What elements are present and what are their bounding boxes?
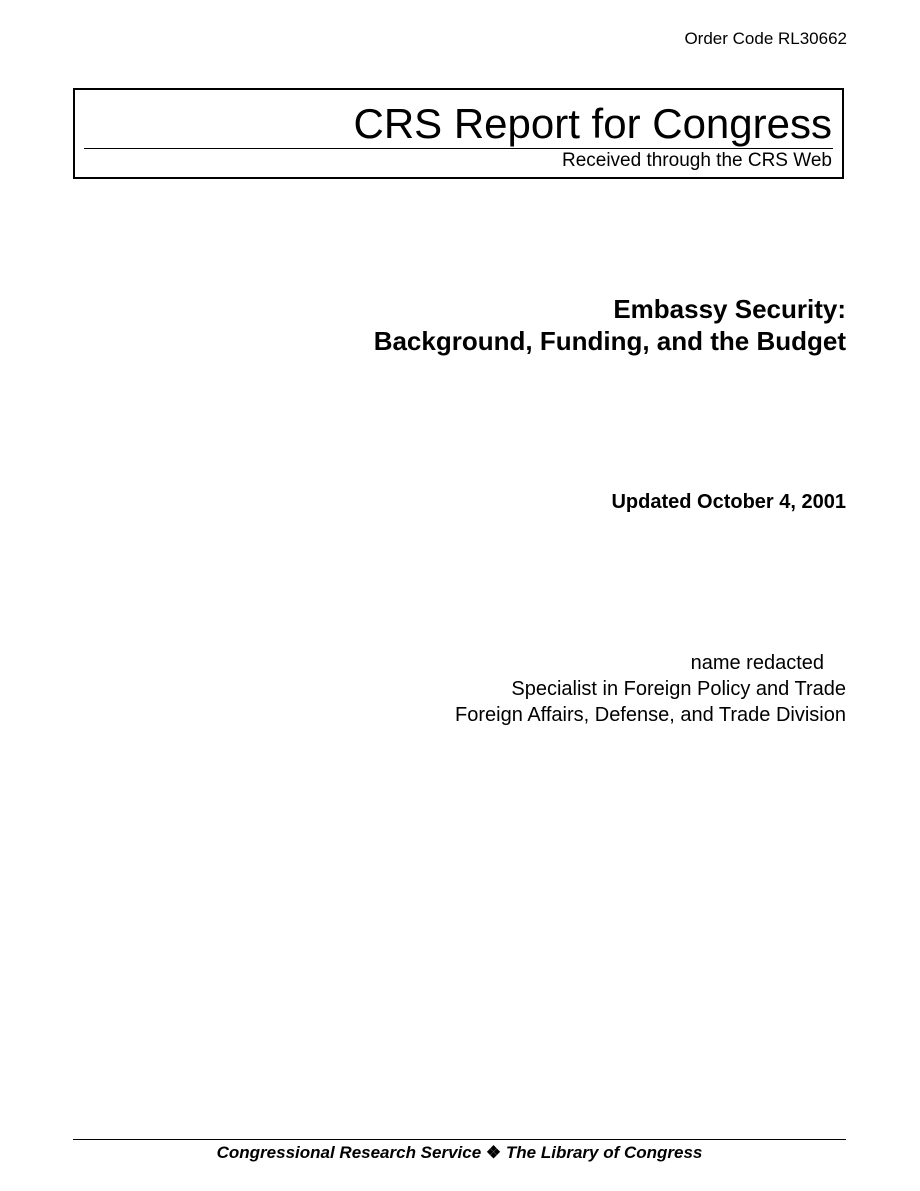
order-code: Order Code RL30662: [684, 29, 847, 48]
diamond-separator-icon: ❖: [485, 1143, 502, 1162]
author-block: [455, 650, 846, 728]
document-title: [374, 293, 846, 357]
footer-rule: [73, 1139, 846, 1140]
updated-date: Updated October 4, 2001: [611, 491, 846, 513]
author-division: Foreign Affairs, Defense, and Trade Division: [455, 704, 846, 726]
footer: [73, 1141, 846, 1165]
document-title-line-1: Embassy Security:: [613, 294, 846, 324]
author-name: name redacted: [690, 652, 824, 674]
footer-right-text: The Library of Congress: [505, 1143, 703, 1162]
report-subtitle: Received through the CRS Web: [561, 150, 832, 171]
document-title-line-2: Background, Funding, and the Budget: [373, 326, 846, 356]
report-header-box: [73, 88, 844, 179]
footer-left-text: Congressional Research Service: [216, 1143, 482, 1162]
report-title: CRS Report for Congress: [353, 100, 832, 147]
author-position: Specialist in Foreign Policy and Trade: [511, 678, 846, 700]
